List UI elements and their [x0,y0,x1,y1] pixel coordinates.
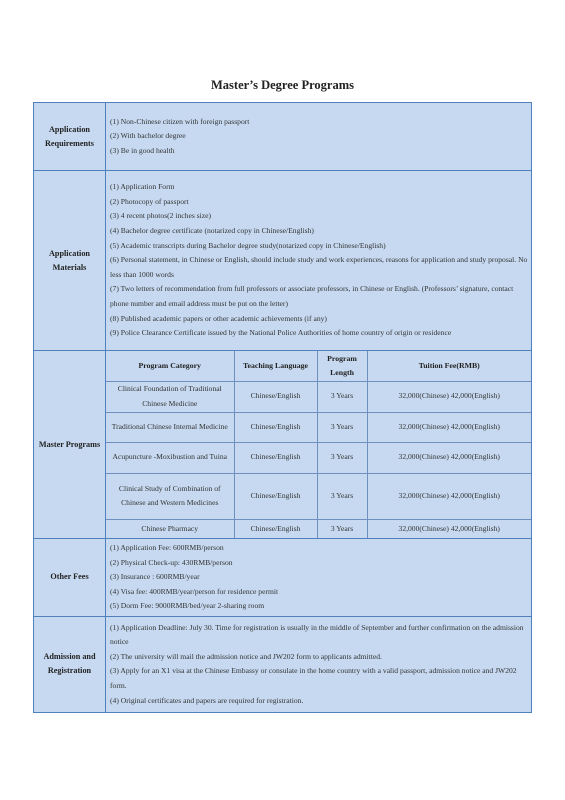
programs-table-cell [106,351,532,539]
column-header-category: Program Category [106,351,234,381]
column-header-tuition: Tuition Fee(RMB) [367,351,531,381]
materials-label: Application Materials [34,171,106,351]
program-length: 3 Years [317,381,367,412]
list-item: (4) Original certificates and papers are required for registration. [110,695,304,705]
list-item: (4) Bachelor degree certificate (notarized copy in Chinese/English) [110,226,314,236]
list-item: (5) Dorm Fee: 9000RMB/bed/year 2-sharing room [110,601,265,611]
list-item: (1) Application Fee: 600RMB/person [110,543,224,552]
table-row [106,442,531,473]
teaching-language: Chinese/English [234,473,317,519]
teaching-language: Chinese/English [234,381,317,412]
list-item: (1) Non-Chinese citizen with foreign passport [110,116,250,126]
program-category: Chinese Pharmacy [106,519,234,538]
table-row [106,381,531,412]
column-header-language: Teaching Language [234,351,317,381]
list-item: (1) Application Deadline: July 30. Time for registration is usually in the middle of September and further confirmation on the admission notice [110,622,524,647]
page-title: Master’s Degree Programs [211,78,354,92]
list-item: (8) Published academic papers or other academic achievements (if any) [110,313,327,323]
teaching-language: Chinese/English [234,519,317,538]
list-item: (2) With bachelor degree [110,131,186,141]
program-category: Clinical Study of Combination of Chinese and Western Medicines [106,473,234,519]
tuition-fee: 32,000(Chinese) 42,000(English) [367,412,531,442]
fees-list [106,539,532,617]
tuition-fee: 32,000(Chinese) 42,000(English) [367,381,531,412]
list-item: (2) Physical Check-up: 430RMB/person [110,557,233,567]
programs-table [106,351,531,538]
programs-info-table [33,102,532,713]
tuition-fee: 32,000(Chinese) 42,000(English) [367,473,531,519]
table-row [106,473,531,519]
fees-section [34,539,532,617]
admission-list [106,616,532,712]
materials-list [106,171,532,351]
list-item: (9) Police Clearance Certificate issued by the National Police Authorities of home country of origin or residence [110,328,452,338]
table-row [106,519,531,538]
list-item: (3) 4 recent photos(2 inches size) [110,211,212,221]
list-item: (4) Visa fee: 400RMB/year/person for residence permit [110,586,279,596]
program-length: 3 Years [317,473,367,519]
program-category: Clinical Foundation of Traditional Chinese Medicine [106,381,234,412]
list-item: (3) Apply for an X1 visa at the Chinese Embassy or consulate in the home country with a valid passport, admission notice and JW202 form. [110,666,517,691]
program-length: 3 Years [317,442,367,473]
list-item: (5) Academic transcripts during Bachelor degree study(notarized copy in Chinese/English) [110,240,386,250]
tuition-fee: 32,000(Chinese) 42,000(English) [367,442,531,473]
admission-label: Admission and Registration [34,616,106,712]
program-length: 3 Years [317,412,367,442]
requirements-section [34,103,532,171]
column-header-length: Program Length [317,351,367,381]
requirements-list [106,103,532,171]
list-item: (7) Two letters of recommendation from full professors or associate professors, in Chinese or English. (Professors’ signature, contact phone number and email address must be put on the letter) [110,284,514,308]
table-row [106,412,531,442]
requirements-label: Application Requirements [34,103,106,171]
program-length: 3 Years [317,519,367,538]
tuition-fee: 32,000(Chinese) 42,000(English) [367,519,531,538]
fees-label: Other Fees [34,539,106,617]
program-category: Acupuncture -Moxibustion and Tuina [106,442,234,473]
list-item: (1) Application Form [110,182,175,192]
admission-section [34,616,532,712]
programs-label: Master Programs [34,351,106,539]
programs-header-row [106,351,531,381]
program-category: Traditional Chinese Internal Medicine [106,412,234,442]
list-item: (3) Be in good health [110,145,175,155]
list-item: (2) Photocopy of passport [110,196,189,206]
programs-section [34,351,532,539]
list-item: (6) Personal statement, in Chinese or English, should include study and work experiences, reasons for application and study proposal. No less than 1000 words [110,255,528,279]
list-item: (2) The university will mail the admission notice and JW202 form to applicants admitted. [110,651,382,661]
teaching-language: Chinese/English [234,412,317,442]
teaching-language: Chinese/English [234,442,317,473]
list-item: (3) Insurance : 600RMB/year [110,572,200,582]
materials-section [34,171,532,351]
